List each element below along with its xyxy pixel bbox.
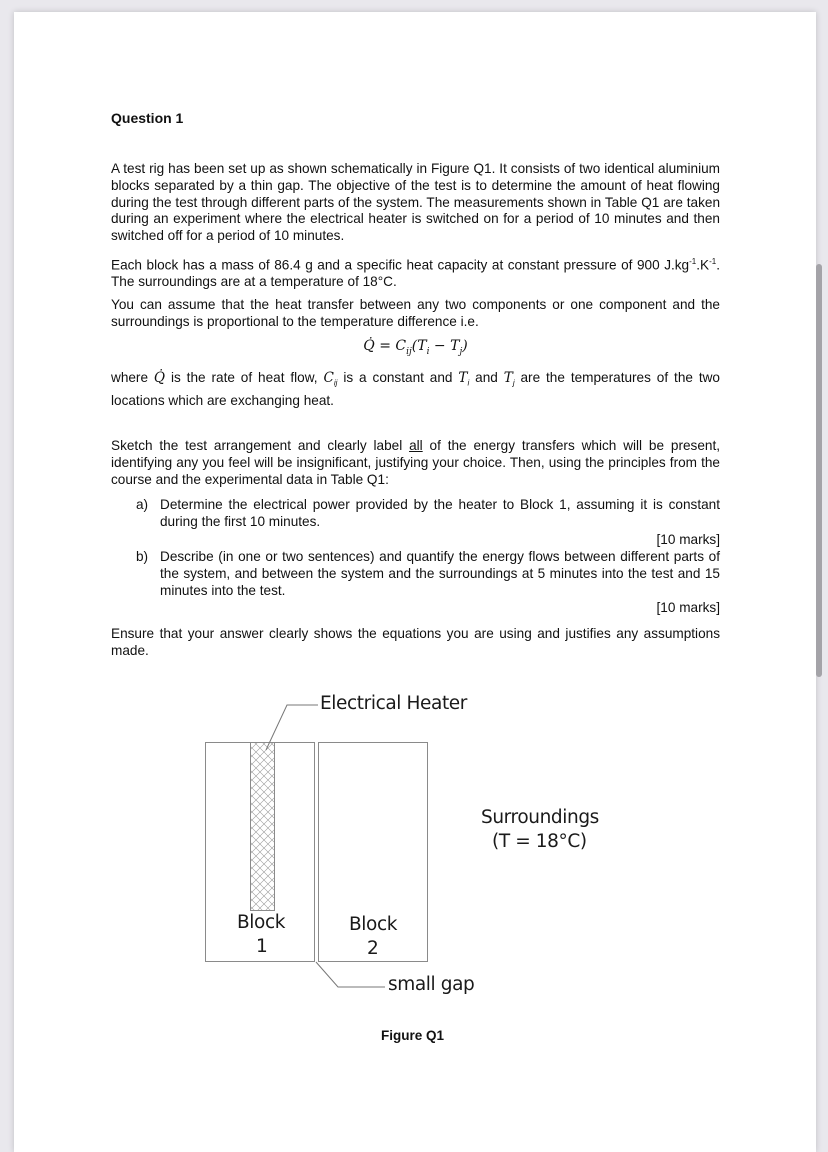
block-1-label-line2: 1 [256,936,268,957]
where-paragraph: where Q̇ is the rate of heat flow, $C_{ij}$ is a constant and $T_i$ and $T_j$ are the temperatures of the two locations which are exchanging heat. [111,370,720,408]
question-title: Question 1 [111,110,184,126]
part-b-text: Describe (in one or two sentences) and quantify the energy flows between different parts of the system, and between the system and the surroundings at 5 minutes into the test and 15 minutes into the test. [160,549,720,598]
closing-paragraph: Ensure that your answer clearly shows the equations you are using and justifies any assumptions made. [111,626,720,658]
intro-paragraph: A test rig has been set up as shown schematically in Figure Q1. It consists of two identical aluminium blocks separated by a thin gap. The objective of the test is to determine the amount of heat flowing during the test through different parts of the system. The measurements shown in Table Q1 are taken during an experiment where the electrical heater is switched on for a period of 10 minutes and then switched off for a period of 10 minutes. [111,161,720,244]
small-gap-label: small gap [388,974,475,995]
part-a-marks: [10 marks] [656,532,720,547]
block-2-label-line2: 2 [367,938,379,959]
part-a-label: a) [136,497,149,512]
electrical-heater-label: Electrical Heater [320,693,467,714]
surroundings-label: Surroundings [481,807,599,828]
heat-transfer-equation: Q̇ = $C_{ij}(T_i - T_j)$ [363,338,468,357]
part-b-label: b) [136,549,149,564]
part-b-marks: [10 marks] [656,600,720,615]
assumption-paragraph: You can assume that the heat transfer between any two components or one component and the surroundings is proportional to the temperature difference i.e. [111,297,720,329]
surroundings-temperature: (T = 18°C) [492,831,587,852]
block-properties-paragraph: Each block has a mass of 86.4 g and a specific heat capacity at constant pressure of 900 $J.kg^{-1}.K^{-1}$. The surroundings are at a temperature of 18°C. [111,257,720,290]
figure-caption: Figure Q1 [381,1028,445,1043]
part-a-text: Determine the electrical power provided by the heater to Block 1, assuming it is constant during the first 10 minutes. [160,497,720,529]
gap-leader-line [316,962,385,987]
block-2-label-line1: Block [349,914,398,935]
heater-element [251,743,275,911]
task-paragraph: Sketch the test arrangement and clearly label all of the energy transfers which will be present, identifying any you feel will be insignificant, justifying your choice. Then, using the principles from the course and the experimental data in Table Q1: [111,438,721,487]
block-1-label-line1: Block [237,912,286,933]
